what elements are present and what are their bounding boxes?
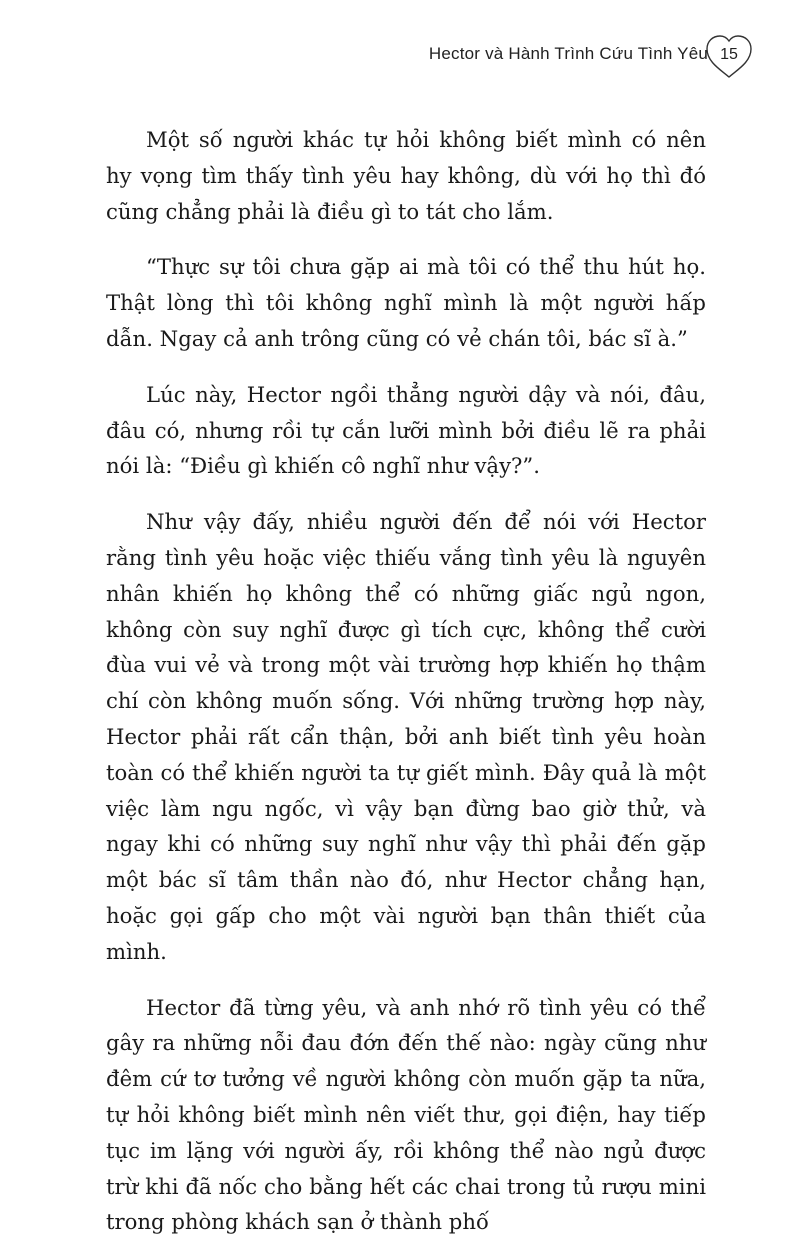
page-number: 15 [720, 46, 738, 63]
page-number-badge [703, 33, 755, 81]
paragraph: Lúc này, Hector ngồi thẳng người dậy và nói, đâu, đâu có, nhưng rồi tự cắn lưỡi mình bởi điều lẽ ra phải nói là: “Điều gì khiến cô nghĩ như vậy?”. [106, 381, 706, 479]
paragraph: Như vậy đấy, nhiều người đến để nói với Hector rằng tình yêu hoặc việc thiếu vắng tình yêu là nguyên nhân khiến họ không thể có những giấc ngủ ngon, không còn suy nghĩ được gì tích cực, không thể cười đùa vui vẻ và trong một vài trường hợp khiến họ thậm chí còn không muốn sống. Với những trường hợp này, Hector phải rất cẩn thận, bởi anh biết tình yêu hoàn toàn có thể khiến người ta tự giết mình. Đây quả là một việc làm ngu ngốc, vì vậy bạn đừng bao giờ thử, và ngay khi có những suy nghĩ như vậy thì phải đến gặp một bác sĩ tâm thần nào đó, như Hector chẳng hạn, hoặc gọi gấp cho một vài người bạn thân thiết của mình. [106, 509, 706, 964]
paragraph: Một số người khác tự hỏi không biết mình có nên hy vọng tìm thấy tình yêu hay không, dù với họ thì đó cũng chẳng phải là điều gì to tát cho lắm. [106, 127, 706, 224]
body-text [106, 122, 706, 1260]
paragraph: Hector đã từng yêu, và anh nhớ rõ tình yêu có thể gây ra những nỗi đau đớn đến thế nào: ngày cũng như đêm cứ tơ tưởng về người không còn muốn gặp ta nữa, tự hỏi không biết mình nên viết thư, gọi điện, hay tiếp tục im lặng với người ấy, rồi không thể nào ngủ được trừ khi đã nốc cho bằng hết các chai trong tủ rượu mini trong phòng khách sạn ở thành phố [106, 994, 706, 1235]
paragraph: “Thực sự tôi chưa gặp ai mà tôi có thể thu hút họ. Thật lòng thì tôi không nghĩ mình là một người hấp dẫn. Ngay cả anh trông cũng có vẻ chán tôi, bác sĩ à.” [106, 254, 706, 351]
running-header-title: Hector và Hành Trình Cứu Tình Yêu [428, 44, 708, 63]
